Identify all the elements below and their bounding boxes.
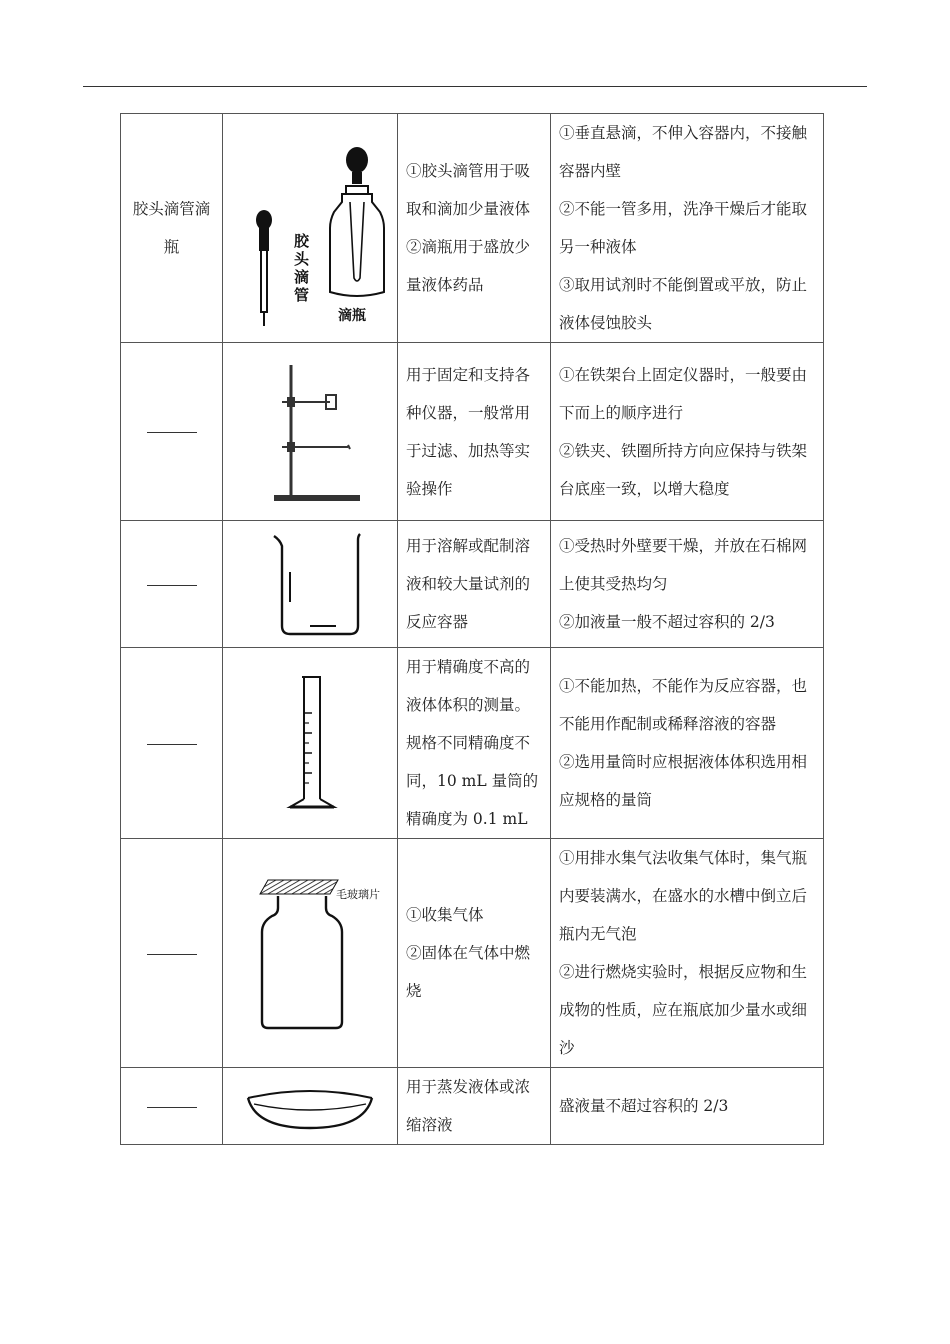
dropper-image [223, 114, 398, 343]
gas-bottle-image [223, 839, 398, 1068]
table-row [121, 839, 824, 1068]
table-row [121, 648, 824, 839]
row-uses: 用于固定和支持各种仪器，一般常用于过滤、加热等实验操作 [398, 343, 551, 521]
bottle-label: 滴瓶 [338, 308, 366, 324]
row-uses: 用于溶解或配制溶液和较大量试剂的反应容器 [398, 521, 551, 648]
row-name-blank [121, 648, 223, 839]
row-notes: ①受热时外壁要干燥，并放在石棉网上使其受热均匀 ②加液量一般不超过容积的 2/3 [551, 521, 824, 648]
iron-stand-image [223, 343, 398, 521]
row-notes: ①垂直悬滴，不伸入容器内，不接触容器内壁 ②不能一管多用，洗净干燥后才能取另一种液体 ③取用试剂时不能倒置或平放，防止液体侵蚀胶头 [551, 114, 824, 343]
row-name-blank [121, 343, 223, 521]
row-uses: ①收集气体 ②固体在气体中燃烧 [398, 839, 551, 1068]
table-row [121, 114, 824, 343]
equipment-table [120, 113, 824, 1145]
row-notes: ①在铁架台上固定仪器时，一般要由下而上的顺序进行 ②铁夹、铁圈所持方向应保持与铁架台底座一致，以增大稳度 [551, 343, 824, 521]
evaporating-dish-image [223, 1068, 398, 1145]
row-uses: 用于蒸发液体或浓缩溶液 [398, 1068, 551, 1145]
beaker-image [223, 521, 398, 648]
table-row [121, 521, 824, 648]
table-row [121, 343, 824, 521]
table-row [121, 1068, 824, 1145]
row-notes: ①不能加热，不能作为反应容器，也不能用作配制或稀释溶液的容器 ②选用量筒时应根据液体体积选用相应规格的量筒 [551, 648, 824, 839]
row-notes: ①用排水集气法收集气体时，集气瓶内要装满水，在盛水的水槽中倒立后瓶内无气泡 ②进行燃烧实验时，根据反应物和生成物的性质，应在瓶底加少量水或细沙 [551, 839, 824, 1068]
graduated-cylinder-image [223, 648, 398, 839]
row-name: 胶头滴管滴瓶 [121, 114, 223, 343]
row-notes: 盛液量不超过容积的 2/3 [551, 1068, 824, 1145]
row-name-blank [121, 521, 223, 648]
glass-plate-label: 毛玻璃片 [336, 888, 380, 901]
row-uses: ①胶头滴管用于吸取和滴加少量液体 ②滴瓶用于盛放少量液体药品 [398, 114, 551, 343]
header-rule [83, 86, 867, 87]
row-name-blank [121, 839, 223, 1068]
row-uses: 用于精确度不高的液体体积的测量。规格不同精确度不同，10 mL 量筒的精确度为 0.1 mL [398, 648, 551, 839]
row-name-blank [121, 1068, 223, 1145]
dropper-label: 胶头滴管 [294, 232, 310, 304]
